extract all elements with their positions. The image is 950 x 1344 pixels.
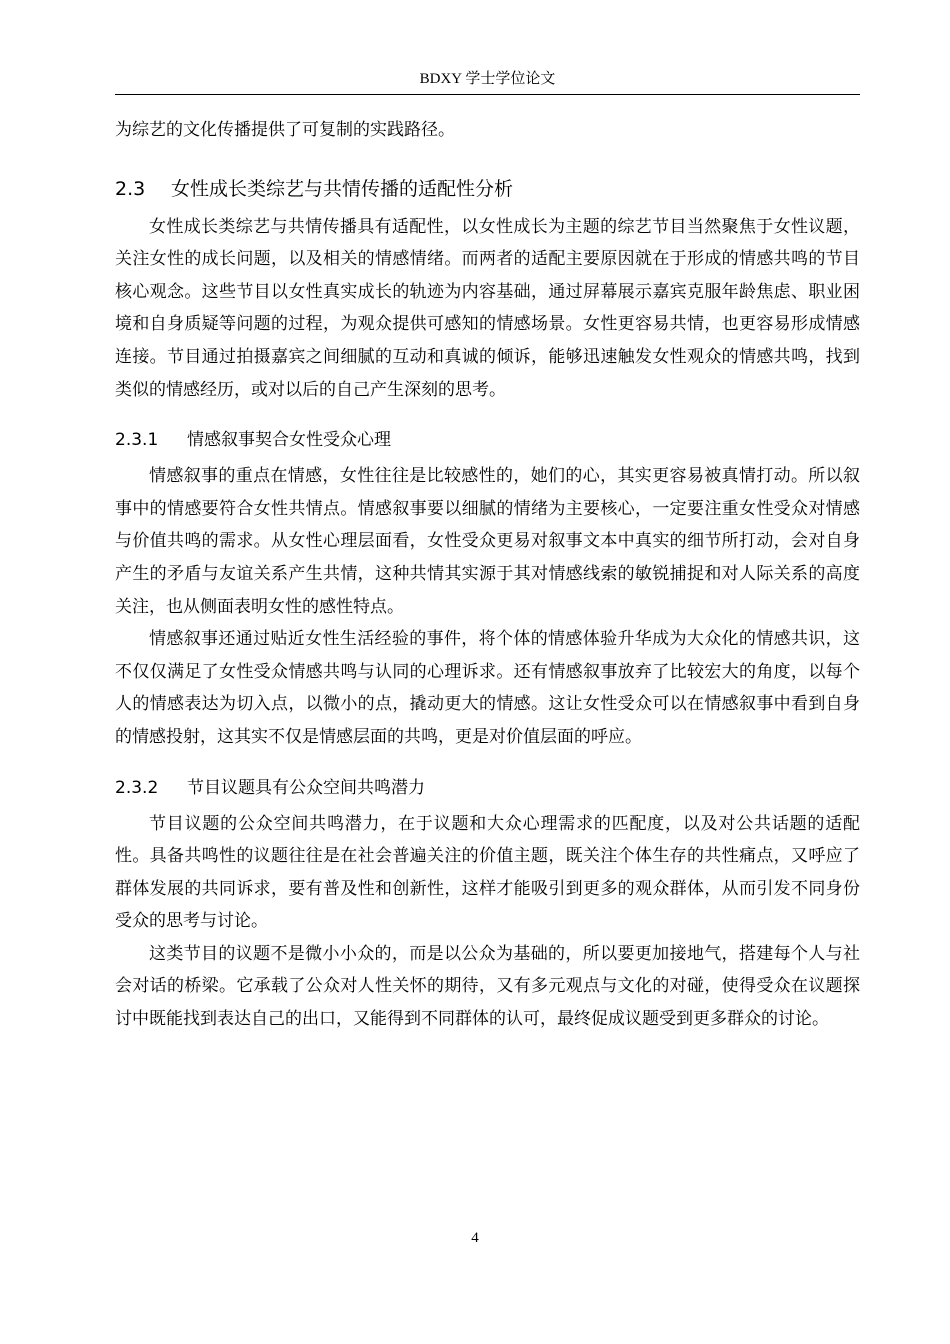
subsection-number: 2.3.2 [115, 777, 159, 798]
body-paragraph: 情感叙事还通过贴近女性生活经验的事件，将个体的情感体验升华成为大众化的情感共识，这不仅仅满足了女性受众情感共鸣与认同的心理诉求。还有情感叙事放弃了比较宏大的角度，以每个人的情感表达为切入点，以微小的点，撬动更大的情感。这让女性受众可以在情感叙事中看到自身的情感投射，这其实不仅是情感层面的共鸣，更是对价值层面的呼应。 [115, 629, 860, 747]
body-paragraph: 节目议题的公众空间共鸣潜力，在于议题和大众心理需求的匹配度，以及对公共话题的适配性。具备共鸣性的议题往往是在社会普遍关注的价值主题，既关注个体生存的共性痛点，又呼应了群体发展的共同诉求，要有普及性和创新性，这样才能吸引到更多的观众群体，从而引发不同身份受众的思考与讨论。 [115, 813, 860, 932]
subsection-heading-2-3-1 [115, 426, 860, 454]
page-header: BDXY 学士学位论文 [419, 71, 556, 87]
page-body [115, 114, 860, 1036]
subsection-title: 节目议题具有公众空间共鸣潜力 [187, 777, 425, 798]
body-paragraph: 情感叙事的重点在情感，女性往往是比较感性的，她们的心，其实更容易被真情打动。所以叙事中的情感要符合女性共情点。情感叙事要以细腻的情绪为主要核心，一定要注重女性受众对情感与价值共鸣的需求。从女性心理层面看，女性受众更易对叙事文本中真实的细节所打动，会对自身产生的矛盾与友谊关系产生共情，这种共情其实源于其对情感线索的敏锐捕捉和对人际关系的高度关注，也从侧面表明女性的感性特点。 [115, 466, 860, 617]
section-title: 女性成长类综艺与共情传播的适配性分析 [171, 177, 514, 200]
subsection-heading-2-3-2 [115, 774, 860, 802]
section-heading-2-3 [115, 175, 860, 203]
page-number: 4 [471, 1230, 479, 1246]
subsection-number: 2.3.1 [115, 430, 159, 451]
subsection-title: 情感叙事契合女性受众心理 [187, 430, 391, 451]
body-paragraph: 女性成长类综艺与共情传播具有适配性，以女性成长为主题的综艺节目当然聚焦于女性议题，关注女性的成长问题，以及相关的情感情绪。而两者的适配主要原因就在于形成的情感共鸣的节目核心观念。这些节目以女性真实成长的轨迹为内容基础，通过屏幕展示嘉宾克服年龄焦虑、职业困境和自身质疑等问题的过程，为观众提供可感知的情感场景。女性更容易共情，也更容易形成情感连接。节目通过拍摄嘉宾之间细腻的互动和真诚的倾诉，能够迅速触发女性观众的情感共鸣，找到类似的情感经历，或对以后的自己产生深刻的思考。 [115, 216, 860, 400]
body-paragraph: 这类节目的议题不是微小小众的，而是以公众为基础的，所以要更加接地气，搭建每个人与社会对话的桥梁。它承载了公众对人性关怀的期待，又有多元观点与文化的对碰，使得受众在议题探讨中既能找到表达自己的出口，又能得到不同群体的认可，最终促成议题受到更多群众的讨论。 [115, 943, 860, 1030]
header-rule [115, 94, 860, 95]
section-number: 2.3 [115, 177, 146, 200]
continuation-paragraph: 为综艺的文化传播提供了可复制的实践路径。 [115, 120, 455, 140]
